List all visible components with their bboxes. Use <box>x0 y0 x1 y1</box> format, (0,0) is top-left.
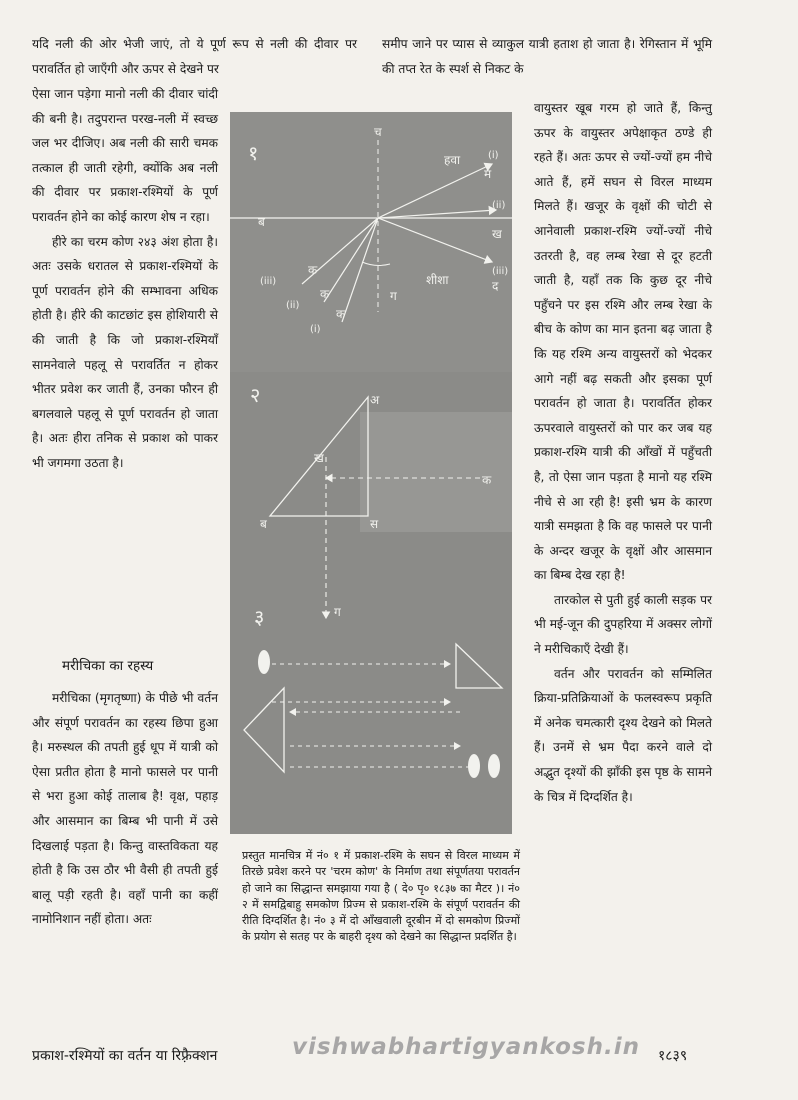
paragraph: ऐसा जान पड़ेगा मानो नली की दीवार चांदी की बनी है। तदुपरान्त परख-नली में स्वच्छ जल भर दीजिए। अब नली की सारी चमक तत्काल ही जाती रहेगी, क्योंकि अब नली की दीवार पर प्रकाश-रश्मियों के पूर्ण परावर्तन होने का कोई कारण शेष न रहा। <box>32 87 218 224</box>
text-top-right: समीप जाने पर प्यास से व्याकुल यात्री हताश हो जाता है। रेगिस्तान में भूमि की तप्त रेत के स्पर्श से निकट के <box>382 37 712 76</box>
fig1-label: हवा <box>444 153 461 167</box>
panel-number-3: ३ <box>254 605 265 629</box>
fig2-label: ब <box>260 517 267 531</box>
paragraph: वर्तन और परावर्तन को सम्मिलित क्रिया-प्रतिक्रियाओं के फलस्वरूप प्रकृति में अनेक चमत्कारी दृश्य देखने को मिलते हैं। उनमें से भ्रम पैदा करने वाले दो अद्भुत दृश्यों की झाँकी इस पृष्ठ के सामने के चित्र में दिग्दर्शित है। <box>534 666 712 804</box>
figure-plate <box>230 112 512 834</box>
fig2-label: ख <box>314 451 324 465</box>
fig1-label: क <box>308 263 318 277</box>
fig1-label: ग <box>390 289 397 303</box>
paragraph: वायुस्तर खूब गरम हो जाते हैं, किन्तु ऊपर के वायुस्तर अपेक्षाकृत ठण्डे ही रहते हैं। अतः ऊपर से ज्यों-ज्यों हम नीचे आते हैं, हमें सघन से विरल माध्यम मिलते हैं। खजूर के वृक्षों की चोटी से आनेवाली प्रकाश-रश्मि ज्यों-ज्यों नीचे उतरती है, वह लम्ब रेखा से दूर हटती जाती है, यहाँ तक कि कुछ दूर नीचे पहुँचने पर इस रश्मि और लम्ब रेखा के बीच के कोण का मान इतना बढ़ जाता है कि यह रश्मि अन्य वायुस्तरों को भेदकर आगे नहीं बढ़ सकती और इसका पूर्ण परावर्तन हो जाता है। परावर्तित होकर ऊपरवाले वायुस्तरों को पार कर जब यह प्रकाश-रश्मि यात्री की आँखों में पहुँचती है, तो ऐसा जान पड़ता है मानो यह रश्मि नीचे से आ रही है! इसी भ्रम के कारण यात्री समझता है कि वह फासले पर पानी के अन्दर खजूर के वृक्षों और आसमान का बिम्ब देख रहा है! <box>534 101 712 583</box>
watermark: vishwabhartigyankosh.in <box>292 1034 640 1060</box>
fig2-label: स <box>370 517 379 531</box>
fig1-label: (ii) <box>492 200 506 211</box>
eyepiece-lens <box>468 754 480 778</box>
fig1-label: (i) <box>310 324 321 335</box>
fig1-label: च <box>374 125 382 139</box>
fig2-label: ग <box>334 605 341 619</box>
fig1-label: द <box>492 279 499 293</box>
fig2-label: क <box>482 473 492 487</box>
fig1-label: शीशा <box>426 273 449 287</box>
text-left-column <box>32 82 218 476</box>
fig1-label: क <box>320 287 330 301</box>
fig1-label: (i) <box>488 150 499 161</box>
paragraph: तारकोल से पुती हुई काली सड़क पर भी मई-जून की दुपहरिया में अक्सर लोगों ने मरीचिकाएँ देखी हैं। <box>534 592 712 657</box>
figure-diagram <box>230 112 512 834</box>
page-number: १८३९ <box>658 1048 688 1064</box>
panel-number-1: १ <box>248 141 259 165</box>
panel-number-2: २ <box>250 383 261 407</box>
fig1-label: म <box>484 167 492 181</box>
lens-left <box>258 650 270 674</box>
fig1-label: ख <box>492 227 502 241</box>
fig2-label: अ <box>370 393 380 407</box>
text-mirage: मरीचिका (मृगतृष्णा) के पीछे भी वर्तन और संपूर्ण परावर्तन का रहस्य छिपा हुआ है। मरुस्थल की तपती हुई धूप में यात्री को ऐसा प्रतीत होता है मानो फासले पर पानी से भरा हुआ कोई तालाब है! वृक्ष, पहाड़ और आसमान का बिम्ब भी पानी में उसे दिखलाई पड़ता है। किन्तु वास्तविकता यह होती है कि उस ठौर भी वैसी ही तपती हुई बालू पड़ी रहती है। वहाँ पानी का कहीं नामोनिशान नहीं होता। अतः <box>32 691 218 927</box>
eyepiece-lens <box>488 754 500 778</box>
fig1-label: (iii) <box>492 266 509 277</box>
paragraph: हीरे का चरम कोण २४३ अंश होता है। अतः उसके धरातल से प्रकाश-रश्मियों के पूर्ण परावर्तन होने की सम्भावना अधिक होती है। हीरे की काटछांट इस होशियारी से की जाती है कि जो प्रकाश-रश्मियाँ सामनेवाले पहलू से परावर्तित न होकर भीतर प्रवेश कर जाती हैं, उनका फौरन ही बगलवाले पहलू से पूर्ण परावर्तन हो जाता है। अतः हीरा तनिक से प्रकाश को पाकर भी जगमगा उठता है। <box>32 234 218 470</box>
fig1-label: ब <box>258 215 265 229</box>
text-top-left: यदि नली की ओर भेजी जाएं, तो ये पूर्ण रूप से नली की दीवार पर परावर्तित हो जाएँगी और ऊपर से देखने पर <box>32 37 357 76</box>
footer-title: प्रकाश-रश्मियों का वर्तन या रिफ़्रैक्शन <box>32 1048 218 1064</box>
fig1-label: क <box>336 307 346 321</box>
fig1-label: (iii) <box>260 276 277 287</box>
section-heading: मरीचिका का रहस्य <box>62 658 154 674</box>
figure-caption: प्रस्तुत मानचित्र में नं० १ में प्रकाश-रश्मि के सघन से विरल माध्यम में तिरछे प्रवेश करने पर 'चरम कोण' के निर्माण तथा संपूर्णतया परावर्तन हो जाने का सिद्धान्त समझाया गया है ( दे० पृ० १८३७ का मैटर )। नं० २ में समद्विबाहु समकोण प्रिज्म से प्रकाश-रश्मि के संपूर्ण परावर्तन की रीति दिग्दर्शित है। नं० ३ में दो आँखवाली दूरबीन में दो समकोण प्रिज्मों के प्रयोग से सतह पर के बाहरी दृश्य को देखने का सिद्धान्त प्रदर्शित है। <box>242 849 520 944</box>
fig1-label: (ii) <box>286 300 300 311</box>
text-right-column <box>534 96 712 809</box>
